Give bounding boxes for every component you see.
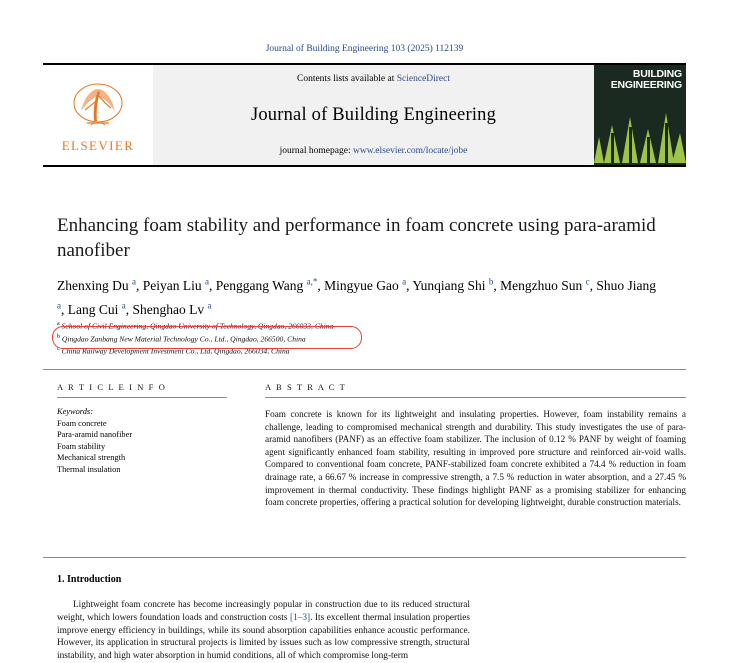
- masthead-center: [153, 65, 594, 165]
- homepage-prefix: journal homepage:: [279, 146, 353, 156]
- affiliation-list: [57, 319, 657, 357]
- running-head: Journal of Building Engineering 103 (2025) 112139: [265, 44, 464, 54]
- journal-homepage-link[interactable]: www.elsevier.com/locate/jobe: [352, 146, 468, 156]
- affiliation-text-c: China Railway Development Investment Co., Ltd, Qingdao, 266034, China: [61, 347, 290, 356]
- section-heading-introduction: 1. Introduction: [57, 574, 122, 585]
- affiliation-c: [57, 344, 657, 357]
- contents-prefix: Contents lists available at: [296, 74, 397, 84]
- authors-text: Zhenxing Du $^a$, Peiyan Liu $^a$, Penggang Wang $^{a,*}$, Mingyue Gao $^a$, Yunqiang Shi $^b$, Mengzhuo Sun $^c$, Shuo Jiang $^a$, Lang Cui $^a$, Shenghao Lv $^a$: [57, 276, 657, 317]
- cover-trees-icon: [594, 93, 686, 165]
- keyword-item: Foam stability: [57, 441, 106, 451]
- keywords-list: [57, 418, 232, 475]
- intro-text-part1: Lightweight foam concrete has become increasingly popular in construction due to its reduced structural weight, which lowers foundation loads and construction costs: [57, 600, 470, 623]
- homepage-line: [280, 146, 468, 156]
- affiliation-text-b: Qingdao Zanbang New Material Technology Co., Ltd., Qingdao, 266500, China: [61, 334, 306, 344]
- body-text-column: [57, 599, 470, 663]
- abstract-rule: [265, 397, 686, 398]
- divider-below-abstract: [43, 557, 686, 558]
- cover-title-line2: ENGINEERING: [610, 79, 682, 91]
- keyword-item: Thermal insulation: [57, 464, 121, 474]
- article-info-rule: [57, 397, 227, 398]
- intro-text-part2: . Its excellent thermal insulation properties improve energy efficiency in buildings, while its sound absorption capabilities enhance acoustic performance. However, its application in structural projects is limited by issues such as low compressive strength, structural instability, and high water absorption in humid conditions, all of which compromise long-term: [57, 612, 470, 662]
- keyword-item: Mechanical strength: [57, 453, 126, 463]
- abstract-heading: A B S T R A C T: [265, 382, 347, 392]
- affiliation-marker-b: b: [57, 333, 60, 340]
- elsevier-logo: [43, 65, 153, 165]
- keywords-label: Keywords:: [57, 407, 93, 416]
- intro-paragraph: [57, 599, 470, 663]
- journal-title: Journal of Building Engineering: [250, 104, 497, 125]
- article-info-heading: A R T I C L E I N F O: [57, 382, 167, 392]
- elsevier-tree-icon: [67, 81, 129, 137]
- elsevier-wordmark: ELSEVIER: [61, 137, 135, 153]
- keyword-item: Foam concrete: [57, 419, 107, 428]
- citation-link[interactable]: [1–3]: [289, 612, 311, 623]
- affiliation-marker-a: a: [57, 321, 60, 327]
- affiliation-a: [57, 319, 657, 332]
- divider-above-abstract: [43, 369, 686, 370]
- abstract-column: [265, 382, 686, 509]
- keyword-item: Para-aramid nanofiber: [57, 430, 133, 440]
- affiliation-text-a: School of Civil Engineering, Qingdao University of Technology, Qingdao, 266033, China: [61, 321, 334, 331]
- abstract-text: Foam concrete is known for its lightweight and insulating properties. However, foam instability remains a challenge, leading to compromised mechanical strength and durability. This study investigates the use of para-aramid nanofibers (PANF) as an effective foam stabilizer. The inclusion of 0.12 % PANF by weight of foaming agent significantly enhanced foam stability, resulting in improved pore structure and reinforced air-void walls. Compared to conventional foam concrete, PANF-stabilized foam concrete exhibited a 74.4 % reduction in foam drainage rate, a 66.67 % increase in compressive strength, a 7.5 % reduction in water absorption, and a 27.45 % improvement in thermal conductivity. These findings highlight PANF as a promising stabilizer for enhancing foam concrete properties, offering a practical solution for developing lightweight, durable construction materials.: [265, 409, 686, 508]
- sciencedirect-link[interactable]: ScienceDirect: [396, 74, 450, 84]
- affiliation-marker-c: c: [57, 346, 60, 353]
- article-info-column: [57, 382, 232, 475]
- journal-masthead: [43, 63, 686, 167]
- contents-line: [297, 74, 450, 84]
- author-list: [57, 271, 657, 320]
- page-title: Enhancing foam stability and performance in foam concrete using para-aramid nanofiber: [57, 215, 656, 261]
- cover-title: [594, 69, 686, 91]
- affiliation-b: [57, 332, 657, 345]
- journal-cover-image: [594, 65, 686, 165]
- cover-title-line1: BUILDING: [632, 68, 682, 80]
